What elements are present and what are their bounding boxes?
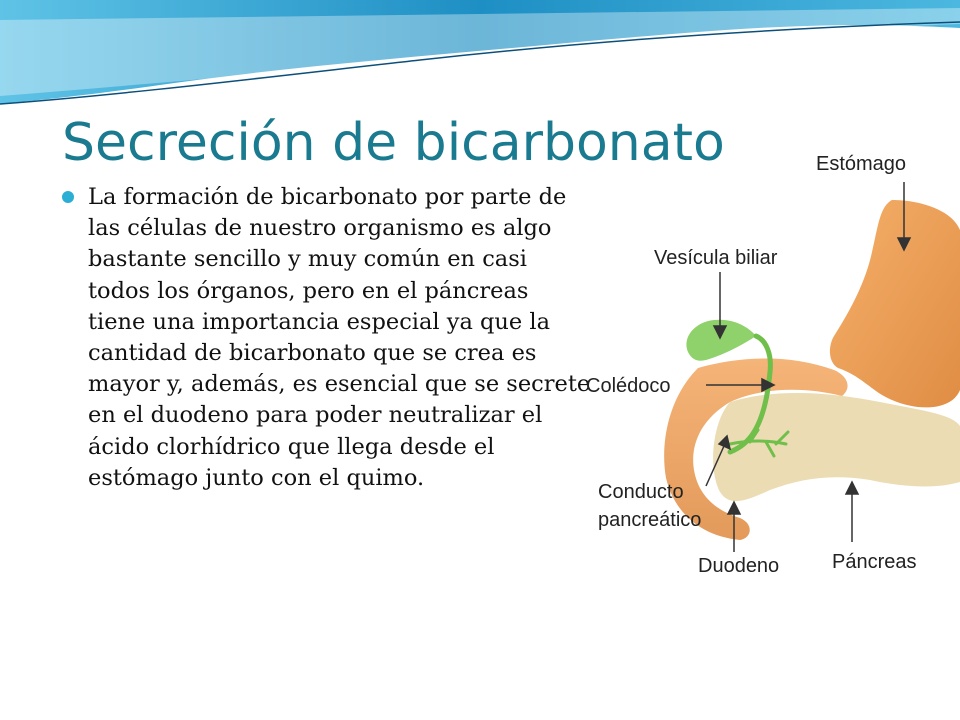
stomach-shape [830,200,960,407]
header-wave-decoration [0,0,960,130]
bullet-list [62,182,592,494]
bullet-text: La formación de bicarbonato por parte de las células de nuestro organismo es algo bastante sencillo y muy común en casi todos los órganos, pero en el páncreas tiene una importancia especial ya que la cantidad de bicarbonato que se crea es mayor y, además, es esencial que se secrete en el duodeno para poder neutralizar el ácido clorhídrico que llega desde el estómago junto con el quimo. [88,184,591,491]
pancreas-diagram [580,140,960,580]
label-vesicula-biliar: Vesícula biliar [654,247,778,269]
slide-title: Secreción de bicarbonato [62,113,725,173]
label-estomago: Estómago [816,153,907,175]
bullet-icon [62,191,74,203]
label-duodeno: Duodeno [698,555,780,577]
label-pancreatico: pancreático [598,509,702,531]
bullet-item [62,182,592,494]
label-pancreas: Páncreas [832,551,917,573]
label-coledoco: Colédoco [586,375,671,397]
pancreas-shape [713,393,960,501]
label-conducto: Conducto [598,481,684,503]
